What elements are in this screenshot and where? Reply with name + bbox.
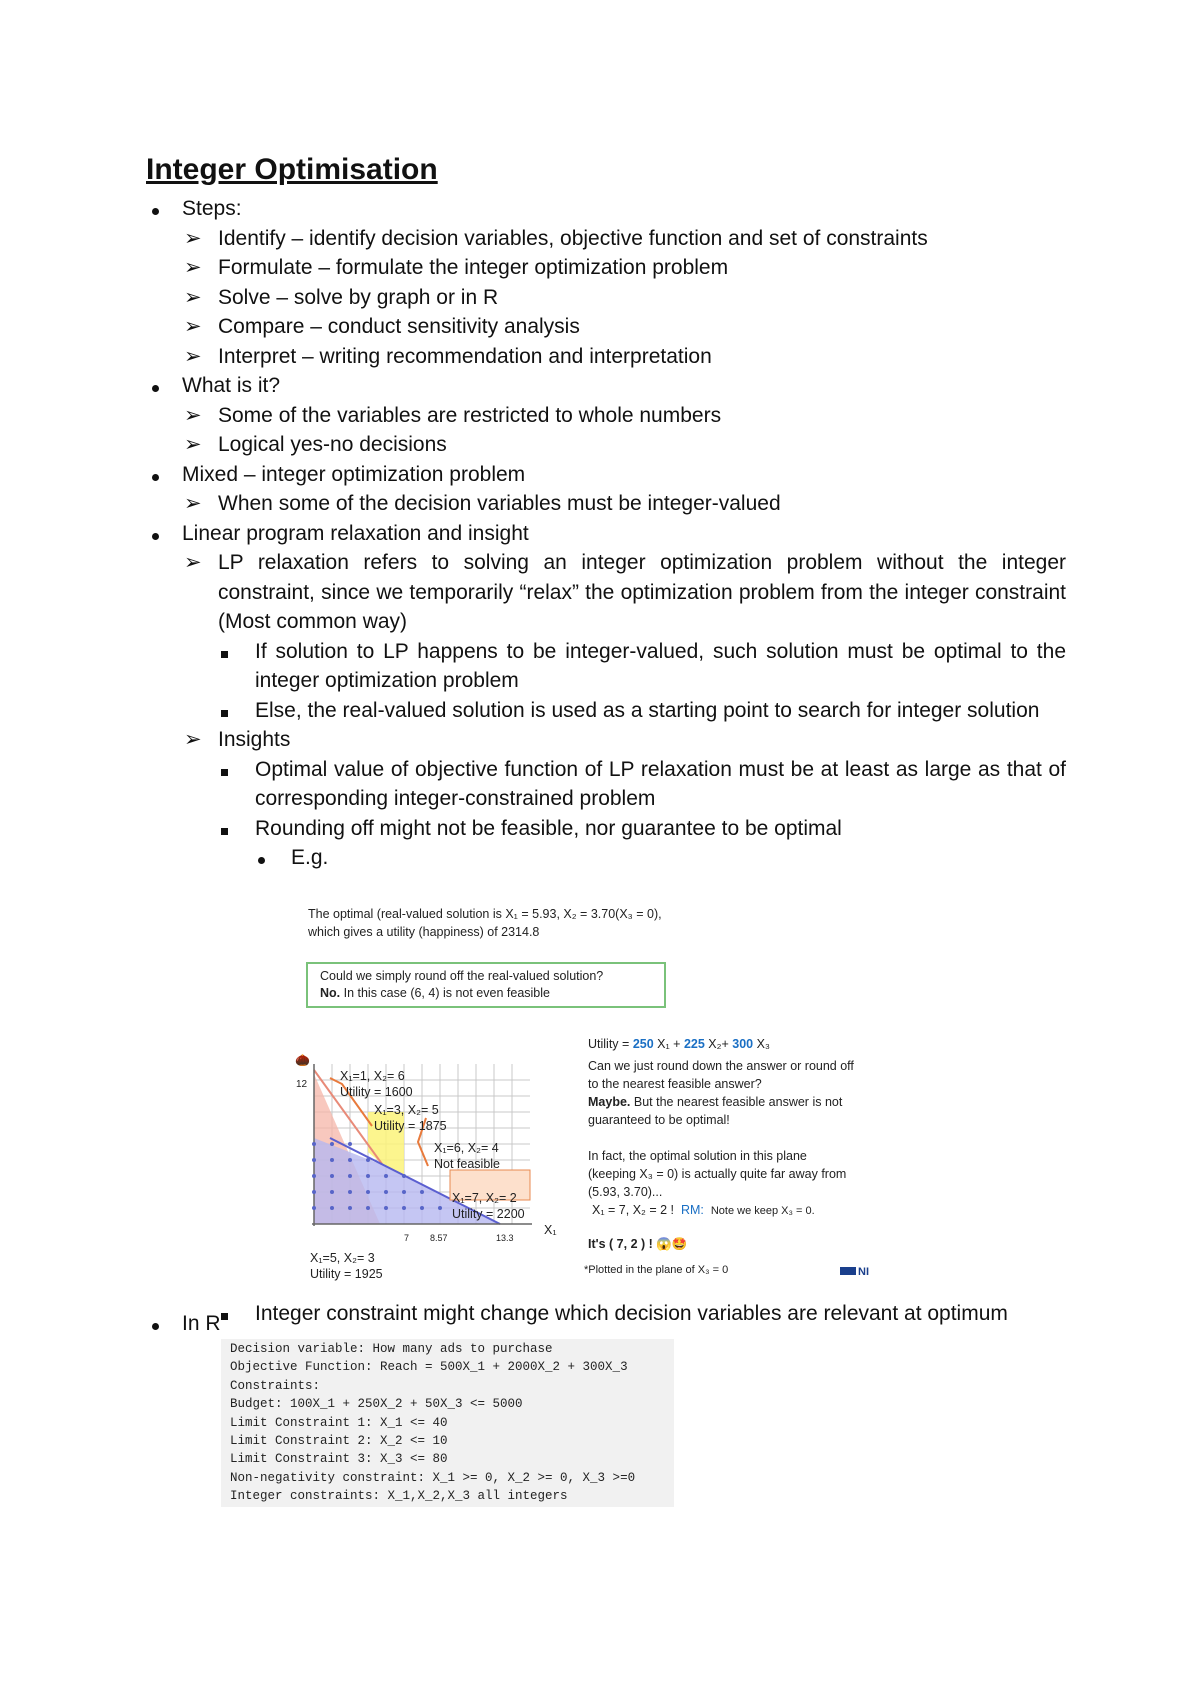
conclusion-line: It's ( 7, 2 ) ! 😱🤩 bbox=[588, 1237, 688, 1251]
fact-line-2: (keeping X₃ = 0) is actually quite far away from bbox=[588, 1167, 847, 1181]
code-block: Decision variable: How many ads to purchase Objective Function: Reach = 500X_1 + 2000X_2 + 300X_3 Constraints: Budget: 100X_1 + 250X_2 + 50X_3 <= 5000 Limit Constraint 1: X_1 <= 40 Limit Constraint 2: X_2 <= 10 Limit Constraint 3: X_3 <= 80 Non-negativity constraint: X_1 >= 0, X_2 >= 0, X_3 >=0 Integer constraints: X_1,X_2,X_3 all integers bbox=[221, 1339, 674, 1507]
bullet-icon bbox=[152, 474, 159, 481]
list-item: ➢ Formulate – formulate the integer optimization problem bbox=[146, 253, 1066, 283]
in-r-section bbox=[146, 1309, 1066, 1339]
list-item: ➢ LP relaxation refers to solving an integer optimization problem without the integer constraint, since we temporarily “relax” the optimization problem from the integer constraint (Most common way) bbox=[146, 548, 1066, 637]
bullet-icon bbox=[152, 385, 159, 392]
list-item: What is it? bbox=[146, 371, 1066, 401]
list-item: ➢ Interpret – writing recommendation and interpretation bbox=[146, 342, 1066, 372]
bullet-icon bbox=[258, 857, 265, 864]
list-item: Linear program relaxation and insight bbox=[146, 519, 1066, 549]
point-label: X₁=3, X₂= 5 bbox=[374, 1103, 439, 1117]
figure-intro-line-1: The optimal (real-valued solution is X₁ = 5.93, X₂ = 3.70(X₃ = 0), bbox=[308, 907, 662, 921]
fact-line-3: (5.93, 3.70)... bbox=[588, 1185, 663, 1199]
list-item: ➢ Identify – identify decision variables, objective function and set of constraints bbox=[146, 224, 1066, 254]
list-item: In R bbox=[146, 1309, 1066, 1339]
bullet-icon bbox=[152, 533, 159, 540]
point-utility: Utility = 2200 bbox=[452, 1207, 525, 1221]
square-bullet-icon bbox=[221, 651, 228, 658]
page-title: Integer Optimisation bbox=[146, 153, 438, 186]
list-item: If solution to LP happens to be integer-valued, such solution must be optimal to the integer optimization problem bbox=[146, 637, 1066, 696]
bullet-icon bbox=[152, 1323, 159, 1330]
list-item: ➢ Compare – conduct sensitivity analysis bbox=[146, 312, 1066, 342]
list-item: ➢ When some of the decision variables must be integer-valued bbox=[146, 489, 1066, 519]
question-line-1: Can we just round down the answer or round off bbox=[588, 1059, 854, 1073]
plot-footnote: *Plotted in the plane of X₃ = 0 bbox=[584, 1264, 729, 1276]
list-item: ➢ Solve – solve by graph or in R bbox=[146, 283, 1066, 313]
square-bullet-icon bbox=[221, 769, 228, 776]
arrow-bullet-icon: ➢ bbox=[184, 728, 202, 751]
utility-function: Utility = 250 X₁ + 225 X₂+ 300 X₃ bbox=[588, 1037, 771, 1051]
arrow-bullet-icon: ➢ bbox=[184, 315, 202, 338]
maybe-line-1: Maybe. But the nearest feasible answer is not bbox=[588, 1095, 843, 1109]
rounding-question-box: Could we simply round off the real-valued solution? No. In this case (6, 4) is not even feasible bbox=[306, 962, 666, 1008]
example-figure bbox=[295, 904, 890, 1281]
figure-intro-line-2: which gives a utility (happiness) of 2314.8 bbox=[308, 925, 540, 939]
arrow-bullet-icon: ➢ bbox=[184, 551, 202, 574]
list-item: Optimal value of objective function of LP relaxation must be at least as large as that of corresponding integer-constrained problem bbox=[146, 755, 1066, 814]
point-label: X₁=1, X₂= 6 bbox=[340, 1069, 405, 1083]
fact-line-1: In fact, the optimal solution in this plane bbox=[588, 1149, 807, 1163]
x-axis-label: X₁ bbox=[544, 1223, 557, 1237]
x-tick-label: 13.3 bbox=[496, 1233, 514, 1243]
acorn-icon: 🌰 bbox=[295, 1053, 310, 1067]
y-tick-label: 12 bbox=[296, 1079, 308, 1090]
list-item: Integer constraint might change which decision variables are relevant at optimum bbox=[146, 1299, 1066, 1329]
answer-line: X₁ = 7, X₂ = 2 ! RM: Note we keep X₃ = 0. bbox=[592, 1203, 815, 1217]
arrow-bullet-icon: ➢ bbox=[184, 433, 202, 456]
list-item: Rounding off might not be feasible, nor guarantee to be optimal bbox=[146, 814, 1066, 844]
x-tick-label: 8.57 bbox=[430, 1233, 448, 1243]
point-label: X₁=5, X₂= 3 bbox=[310, 1251, 375, 1265]
point-label: X₁=7, X₂= 2 bbox=[452, 1191, 517, 1205]
list-item: ➢ Insights bbox=[146, 725, 1066, 755]
list-item: E.g. bbox=[146, 843, 1066, 873]
arrow-bullet-icon: ➢ bbox=[184, 256, 202, 279]
point-utility: Not feasible bbox=[434, 1157, 501, 1171]
list-item: ➢ Some of the variables are restricted to whole numbers bbox=[146, 401, 1066, 431]
arrow-bullet-icon: ➢ bbox=[184, 492, 202, 515]
point-label: X₁=6, X₂= 4 bbox=[434, 1141, 499, 1155]
point-utility: Utility = 1925 bbox=[310, 1267, 383, 1281]
arrow-bullet-icon: ➢ bbox=[184, 226, 202, 250]
question-line-2: to the nearest feasible answer? bbox=[588, 1077, 762, 1091]
emoji-icon: 😱🤩 bbox=[656, 1237, 688, 1251]
bullet-icon bbox=[152, 208, 159, 215]
arrow-bullet-icon: ➢ bbox=[184, 344, 202, 368]
list-item: Else, the real-valued solution is used as a starting point to search for integer solution bbox=[146, 696, 1066, 726]
maybe-line-2: guaranteed to be optimal! bbox=[588, 1113, 730, 1127]
list-item: Steps: bbox=[146, 194, 1066, 224]
square-bullet-icon bbox=[221, 828, 228, 835]
list-item: ➢ Logical yes-no decisions bbox=[146, 430, 1066, 460]
document-body bbox=[146, 150, 1066, 873]
arrow-bullet-icon: ➢ bbox=[184, 285, 202, 309]
list-item: Mixed – integer optimization problem bbox=[146, 460, 1066, 490]
x-tick-label: 7 bbox=[404, 1233, 410, 1243]
point-utility: Utility = 1600 bbox=[340, 1085, 413, 1099]
point-utility: Utility = 1875 bbox=[374, 1119, 447, 1133]
arrow-bullet-icon: ➢ bbox=[184, 403, 202, 427]
nus-logo: NI bbox=[840, 1264, 869, 1281]
square-bullet-icon bbox=[221, 710, 228, 717]
